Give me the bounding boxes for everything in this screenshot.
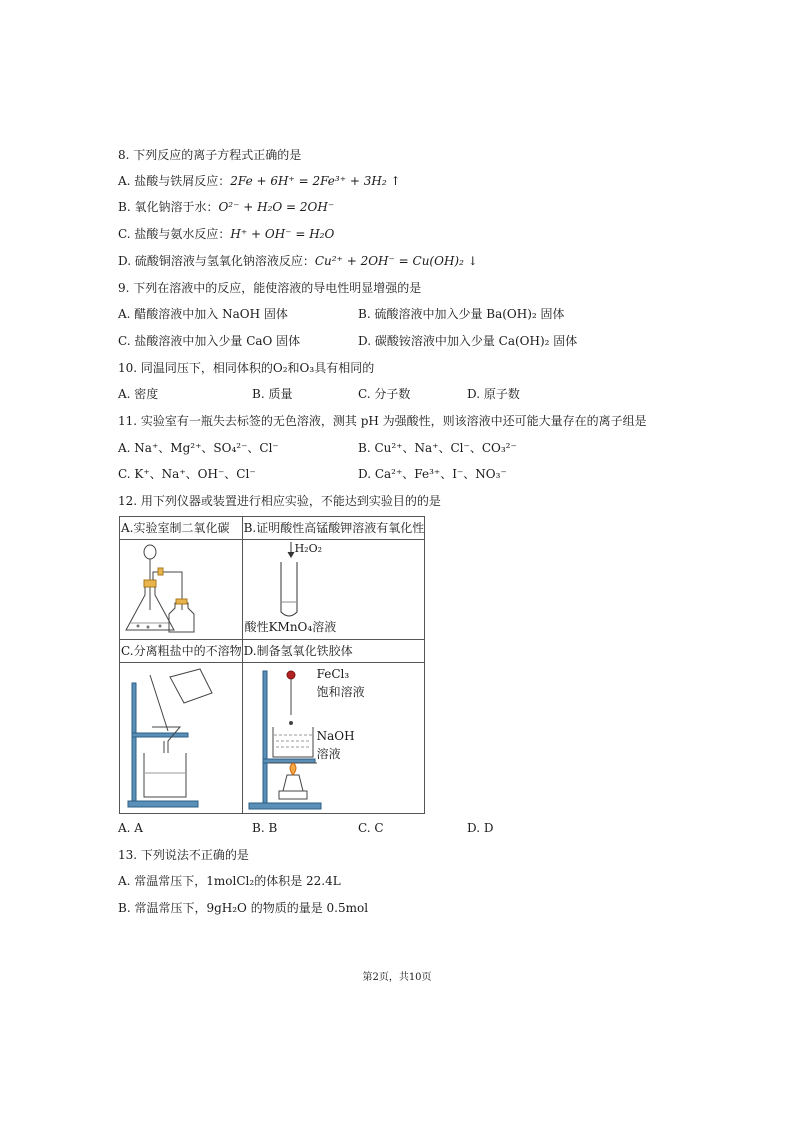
cell-c-caption: C.分离粗盐中的不溶物: [121, 644, 242, 658]
q11-option-a: A. Na⁺、Mg²⁺、SO₄²⁻、Cl⁻: [118, 441, 279, 455]
filtration-drawing: [120, 663, 240, 813]
q12-option-d: D. D: [467, 821, 494, 835]
fecl3-label: FeCl₃: [316, 667, 350, 681]
co2-apparatus-figure: [120, 540, 240, 639]
q8-stem: 8. 下列反应的离子方程式正确的是: [118, 148, 302, 162]
q9-option-c: C. 盐酸溶液中加入少量 CaO 固体: [118, 334, 301, 348]
q8-option-d-eq: Cu²⁺ + 2OH⁻ = Cu(OH)₂ ↓: [314, 254, 478, 268]
kmno4-label: 酸性KMnO₄溶液: [244, 620, 337, 634]
q11-option-b: B. Cu²⁺、Na⁺、Cl⁻、CO₃²⁻: [358, 441, 517, 455]
q11-option-c: C. K⁺、Na⁺、OH⁻、Cl⁻: [118, 467, 256, 481]
q9-option-a: A. 醋酸溶液中加入 NaOH 固体: [118, 307, 288, 321]
page-footer: 第2页，共10页: [362, 972, 432, 983]
experiment-table: [119, 516, 425, 814]
q8-option-b-text: B. 氧化钠溶于水：: [118, 200, 219, 214]
naoh-label: NaOH: [316, 729, 355, 743]
colloid-figure: [243, 663, 422, 813]
q8-option-c-text: C. 盐酸与氨水反应：: [118, 227, 231, 241]
fecl3-saturated-label: 饱和溶液: [316, 685, 365, 699]
q8-option-a-eq: 2Fe + 6H⁺ = 2Fe³⁺ + 3H₂ ↑: [230, 174, 401, 188]
cell-d-caption: D.制备氢氧化铁胶体: [243, 644, 353, 658]
q12-option-a: A. A: [118, 821, 143, 835]
q12-option-b: B. B: [252, 821, 278, 835]
q12-stem: 12. 用下列仪器或装置进行相应实验，不能达到实验目的的是: [118, 494, 441, 508]
q9-option-d: D. 碳酸铵溶液中加入少量 Ca(OH)₂ 固体: [358, 334, 578, 348]
q10-option-a: A. 密度: [118, 387, 159, 401]
q8-option-d-text: D. 硫酸铜溶液与氢氧化钠溶液反应：: [118, 254, 315, 268]
filtration-figure: [120, 663, 240, 813]
q10-option-b: B. 质量: [252, 387, 293, 401]
naoh-solution-label: 溶液: [316, 747, 341, 761]
q8-option-c: [118, 226, 334, 242]
kmno4-test-figure: [243, 540, 422, 639]
q10-option-d: D. 原子数: [467, 387, 520, 401]
q8-option-d: [118, 253, 478, 269]
q8-option-c-eq: H⁺ + OH⁻ = H₂O: [230, 227, 335, 241]
q9-option-b: B. 硫酸溶液中加入少量 Ba(OH)₂ 固体: [358, 307, 565, 321]
q8-option-b: [118, 199, 334, 215]
q13-option-a: A. 常温常压下，1molCl₂的体积是 22.4L: [118, 874, 341, 888]
q8-option-a-text: A. 盐酸与铁屑反应：: [118, 174, 231, 188]
h2o2-label: H₂O₂: [294, 542, 323, 555]
q8-option-a: [118, 173, 401, 189]
co2-apparatus-drawing: [120, 540, 240, 639]
q10-option-c: C. 分子数: [358, 387, 411, 401]
cell-b-caption: B.证明酸性高锰酸钾溶液有氧化性: [243, 521, 425, 535]
cell-a-caption: A.实验室制二氧化碳: [121, 521, 230, 535]
q11-option-d: D. Ca²⁺、Fe³⁺、I⁻、NO₃⁻: [358, 467, 507, 481]
q8-option-b-eq: O²⁻ + H₂O = 2OH⁻: [218, 200, 335, 214]
q13-option-b: B. 常温常压下，9gH₂O 的物质的量是 0.5mol: [118, 901, 369, 915]
q11-stem: 11. 实验室有一瓶失去标签的无色溶液，测其 pH 为强酸性，则该溶液中还可能大量存在的离子组是: [118, 414, 647, 428]
q9-stem: 9. 下列在溶液中的反应，能使溶液的导电性明显增强的是: [118, 281, 422, 295]
q12-option-c: C. C: [358, 821, 384, 835]
q13-stem: 13. 下列说法不正确的是: [118, 848, 249, 862]
q10-stem: 10. 同温同压下，相同体积的O₂和O₃具有相同的: [118, 361, 375, 375]
